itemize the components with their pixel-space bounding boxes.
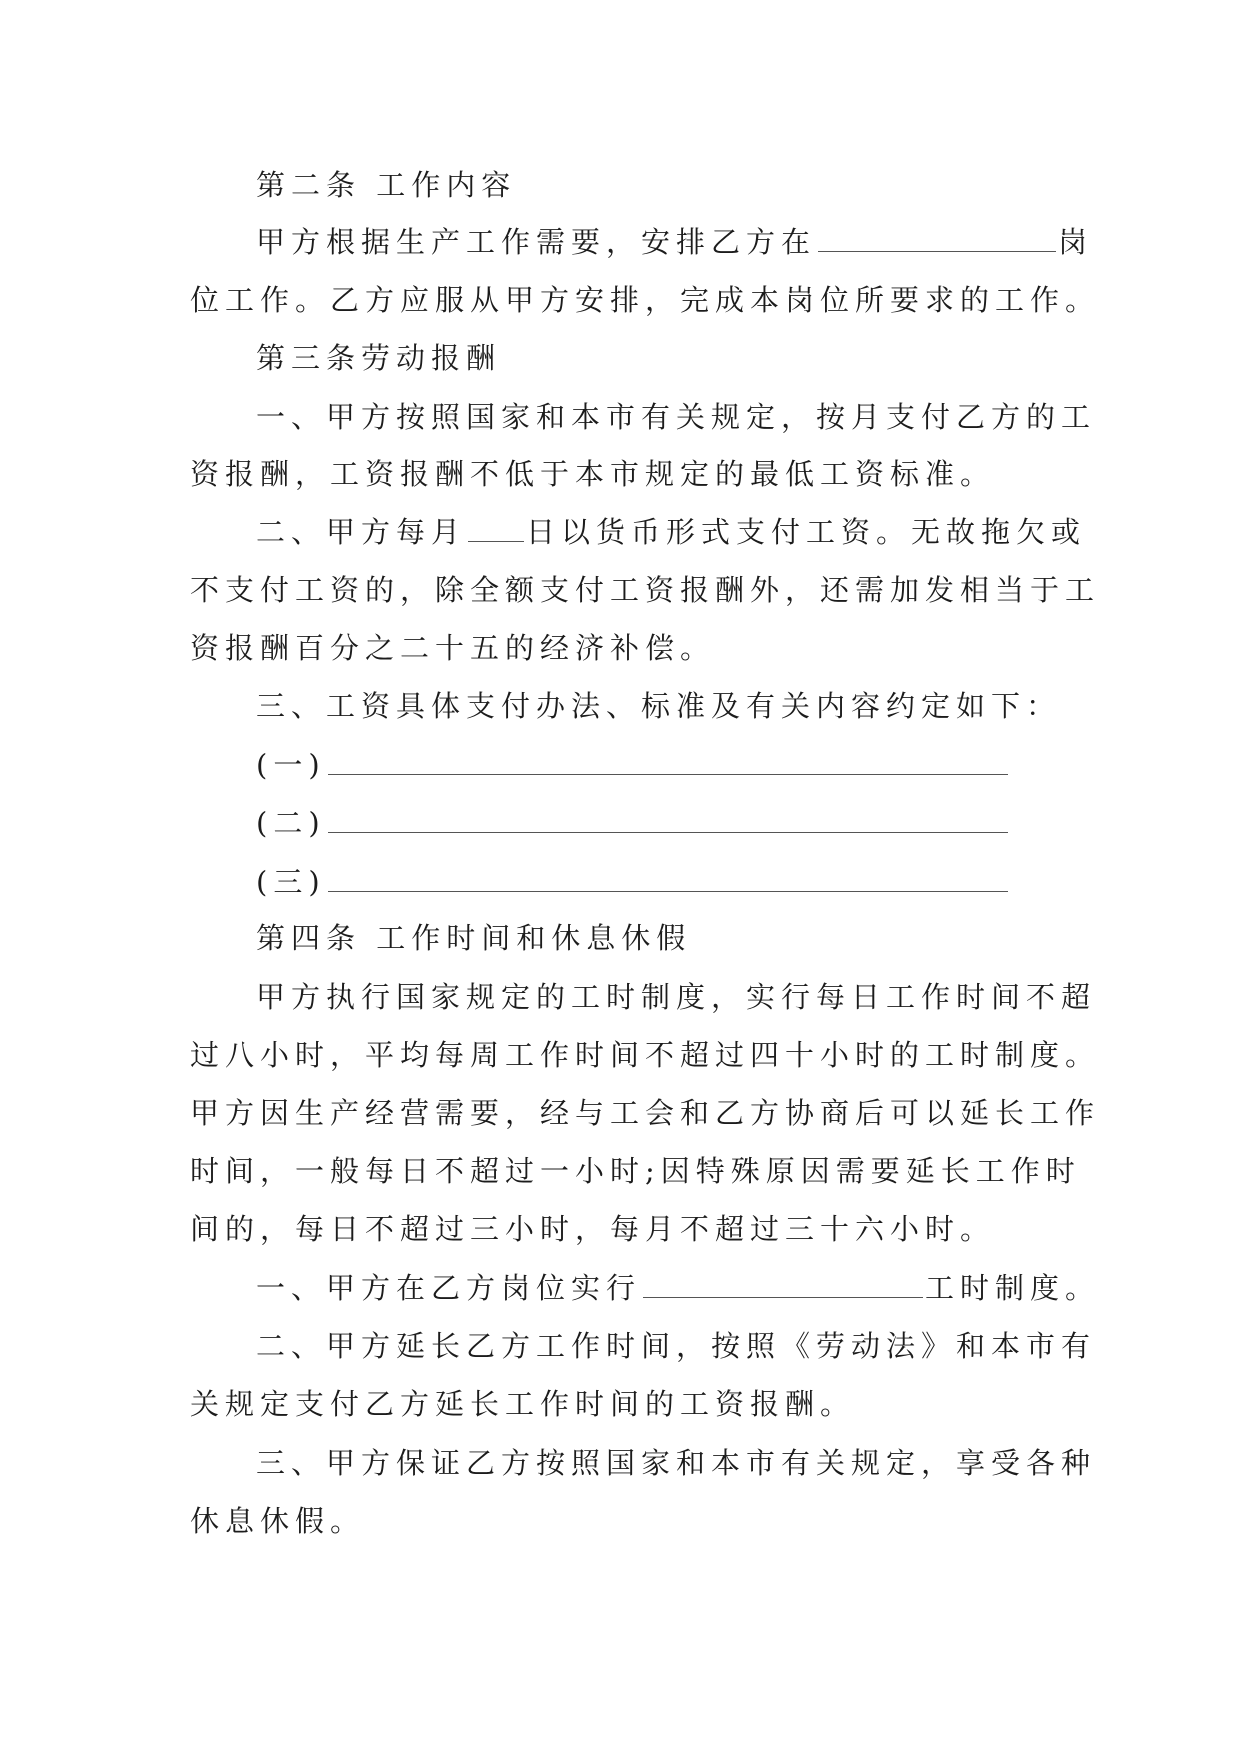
subitem-label: (一) [256,748,326,782]
subitem-blank [328,748,1008,775]
article-4-item-2-line: 二、甲方延长乙方工作时间，按照《劳动法》和本市有 [256,1329,1097,1363]
article-3-heading: 第三条劳动报酬 [256,341,502,375]
article-3-item-3-line: 三、工资具体支付办法、标准及有关内容约定如下： [256,689,1062,723]
text-span: 二、甲方每月 [256,515,467,549]
text-span: 岗 [1058,225,1094,259]
pay-day-blank [468,515,524,542]
article-2-heading: 第二条 工作内容 [256,168,517,202]
subitem-blank [328,806,1008,833]
article-3-item-2-line [256,512,1086,552]
position-blank [818,225,1056,252]
article-2-paragraph-line: 位工作。乙方应服从甲方安排，完成本岗位所要求的工作。 [190,283,1101,317]
article-3-item-2-line: 不支付工资的，除全额支付工资报酬外，还需加发相当于工 [190,573,1101,607]
article-4-item-3-line: 三、甲方保证乙方按照国家和本市有关规定，享受各种 [256,1446,1097,1480]
article-4-item-3-line: 休息休假。 [190,1504,366,1538]
subitem-blank [328,865,1008,892]
article-4-item-2-line: 关规定支付乙方延长工作时间的工资报酬。 [190,1387,856,1421]
article-2-paragraph-line [256,222,1093,262]
article-4-paragraph-line: 过八小时，平均每周工作时间不超过四十小时的工时制度。 [190,1038,1101,1072]
subitem-label: (二) [256,806,326,840]
article-3-item-1-line: 一、甲方按照国家和本市有关规定，按月支付乙方的工 [256,400,1097,434]
article-3-subitem-1 [256,745,1010,785]
article-3-subitem-3 [256,862,1010,902]
text-span: 工时制度。 [925,1271,1101,1305]
text-span: 甲方根据生产工作需要，安排乙方在 [256,225,817,259]
article-3-item-2-line: 资报酬百分之二十五的经济补偿。 [190,631,716,665]
subitem-label: (三) [256,865,326,899]
article-3-subitem-2 [256,803,1010,843]
article-4-paragraph-line: 时间，一般每日不超过一小时;因特殊原因需要延长工作时 [190,1154,1081,1188]
text-span: 一、甲方在乙方岗位实行 [256,1271,642,1305]
article-3-item-1-line: 资报酬，工资报酬不低于本市规定的最低工资标准。 [190,457,996,491]
work-hours-blank [643,1271,923,1298]
article-4-item-1-line [256,1268,1100,1308]
text-span: 日以货币形式支付工资。无故拖欠或 [526,515,1087,549]
article-4-heading: 第四条 工作时间和休息休假 [256,921,692,955]
article-4-paragraph-line: 间的，每日不超过三小时，每月不超过三十六小时。 [190,1212,996,1246]
article-4-paragraph-line: 甲方执行国家规定的工时制度，实行每日工作时间不超 [256,980,1097,1014]
article-4-paragraph-line: 甲方因生产经营需要，经与工会和乙方协商后可以延长工作 [190,1096,1101,1130]
